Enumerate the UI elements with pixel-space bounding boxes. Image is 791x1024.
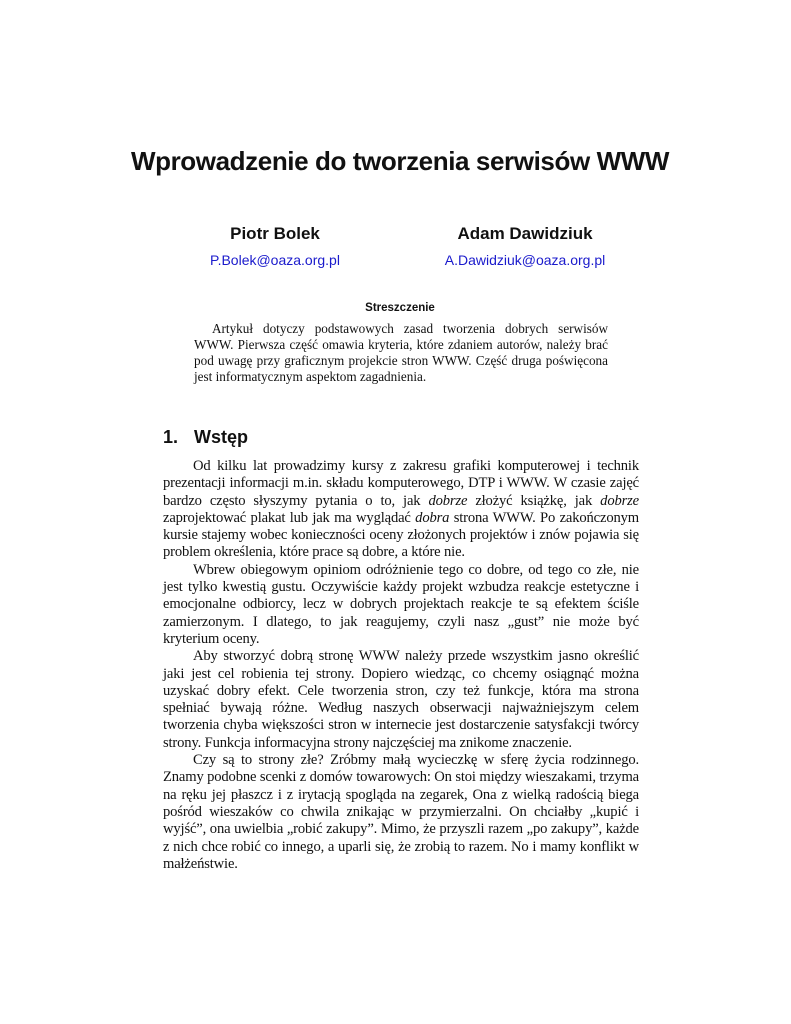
abstract-heading: Streszczenie [365, 302, 435, 314]
emphasis: dobra [415, 509, 450, 526]
author-1 [170, 223, 380, 269]
section-body [163, 458, 639, 873]
paragraph-3: Aby stworzyć dobrą stronę WWW należy przede wszystkim jasno określić jaki jest cel robienia tej strony. Dopiero wiedząc, co chcemy osiągnąć można uzyskać dobry efekt. Cele tworzenia stron, czy też funkcje, która ma strona spełniać bywają różne. Według naszych obserwacji najważniejszym celem tworzenia chyba większości stron w internecie jest dostarczenie satysfakcji twórcy strony. Funkcja informacyjna strony najczęściej ma znikome znaczenie. [163, 648, 639, 751]
paper-title: Wprowadzenie do tworzenia serwisów WWW [130, 146, 670, 176]
author-2 [420, 223, 630, 269]
paragraph-1 [163, 458, 639, 562]
author-name: Piotr Bolek [230, 224, 320, 243]
author-name: Adam Dawidziuk [457, 224, 593, 243]
abstract-text: Artykuł dotyczy podstawowych zasad tworzenia dobrych serwisów WWW. Pierwsza część omawia kryteria, które zdaniem autorów, należy brać pod uwagę przy graficznym projekcie stron WWW. Część druga poświęcona jest informatycznym aspektom zagadnienia. [194, 321, 608, 384]
paragraph-4: Czy są to strony złe? Zróbmy małą wycieczkę w sferę życia rodzinnego. Znamy podobne scenki z domów towarowych: On stoi między wieszakami, trzyma na ręku jej płaszcz i z irytacją spogląda na zegarek, Ona z wielką radością biega pośród wieszaków co chwila znikając w przymierzalni. On chciałby „kupić i wyjść”, ona uwielbia „robić zakupy”. Mimo, że przyszli razem „po zakupy”, każde z nich chce robić co innego, a uparli się, że zrobią to razem. No i mamy konflikt w małżeństwie. [163, 752, 639, 872]
paragraph-2: Wbrew obiegowym opiniom odróżnienie tego co dobre, od tego co złe, nie jest tylko kwestią gustu. Oczywiście każdy projekt wzbudza reakcje estetyczne i emocjonalne odbiorcy, lecz w dobrych projektach reakcje te są efektem ściśle zamierzonym. I dlatego, to jak reagujemy, czyli nasz „gust” nie może być kryterium oceny. [163, 561, 639, 647]
text-run: strona WWW. Po zakończonym kursie stajemy wobec konieczności oceny złożonych projektów i znów pojawia się problem określenia, które prace są dobre, a które nie. [163, 509, 639, 561]
emphasis: dobrze [428, 492, 468, 509]
text-run: złożyć książkę, jak [467, 492, 601, 509]
section-heading [163, 427, 248, 448]
text-run: Od kilku lat prowadzimy kursy z zakresu grafiki komputerowej i technik prezentacji informacji m.in. składu komputerowego, DTP i WWW. W czasie zajęć bardzo często słyszymy pytania o to, jak [163, 458, 639, 509]
text-run: zaprojektować plakat lub jak ma wyglądać [163, 509, 416, 526]
author-email-link[interactable]: P.Bolek@oaza.org.pl [210, 252, 340, 268]
emphasis: dobrze [600, 492, 639, 509]
section-title: Wstęp [194, 427, 248, 447]
section-number: 1. [163, 427, 179, 447]
author-block [170, 223, 630, 269]
author-email-link[interactable]: A.Dawidziuk@oaza.org.pl [444, 252, 606, 268]
